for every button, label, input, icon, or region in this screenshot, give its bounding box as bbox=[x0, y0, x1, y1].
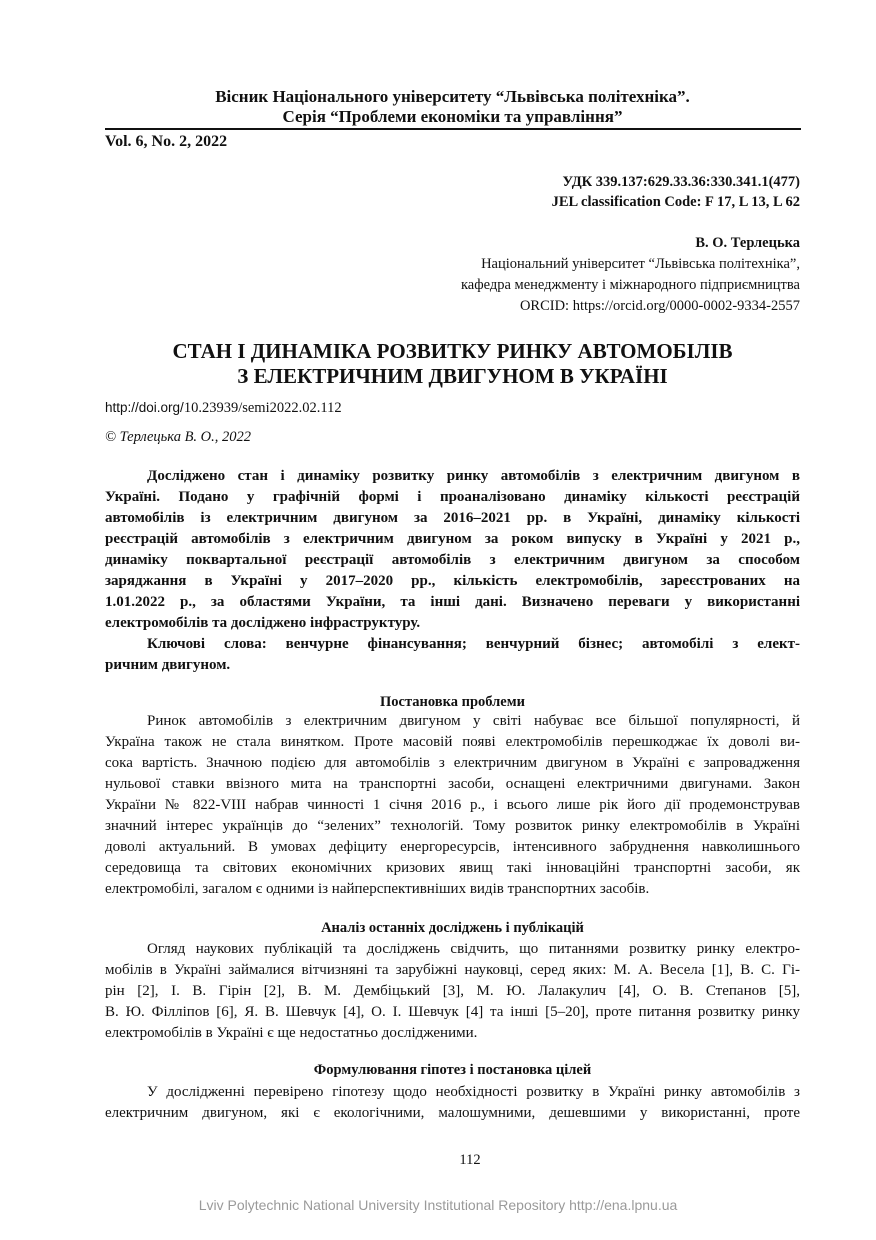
text-line: електричним двигуном, які є екологічними, малошумними, дешевшими у використанні, проте bbox=[105, 1105, 800, 1121]
jel-code: JEL classification Code: F 17, L 13, L 62 bbox=[551, 194, 800, 210]
text-line: Огляд наукових публікацій та досліджень свідчить, що питаннями розвитку ринку електро- bbox=[147, 941, 800, 957]
journal-title: Вісник Національного університету “Львівська політехніка”. bbox=[215, 87, 690, 106]
copyright: © Терлецька В. О., 2022 bbox=[105, 429, 252, 445]
journal-series: Серія “Проблеми економіки та управління” bbox=[282, 107, 623, 126]
text-line: мобілів в Україні займалися вітчизняні та зарубіжні науковці, серед яких: М. А. Весела [1], В. С. Гі- bbox=[105, 962, 800, 978]
text-line: 1.01.2022 р., за областями України, та інші дані. Визначено переваги у використанні bbox=[105, 594, 800, 610]
author-name: В. О. Терлецька bbox=[695, 235, 800, 251]
text-line: середовища та світових економічних кризових явищ такі інноваційні транспортні засоби, як bbox=[105, 860, 800, 876]
abstract bbox=[105, 466, 800, 634]
text-line: Ринок автомобілів з електричним двигуном у світі набуває все більшої популярності, й bbox=[147, 713, 800, 729]
doi-link[interactable] bbox=[105, 397, 342, 419]
text-line: електромобілів та досліджено інфраструктуру. bbox=[105, 615, 421, 631]
text-line: нульової ставки ввізного мита на транспортні засоби, оснащені електричними двигунами. Закон bbox=[105, 776, 800, 792]
text-line: динаміку поквартальної реєстрації автомобілів з електричним двигуном за способом bbox=[105, 552, 800, 568]
paper-title-line2: З ЕЛЕКТРИЧНИМ ДВИГУНОМ В УКРАЇНІ bbox=[237, 364, 668, 388]
keywords bbox=[105, 634, 800, 676]
volume-info: Vol. 6, No. 2, 2022 bbox=[105, 133, 228, 150]
repository-footer: Lviv Polytechnic National University Institutional Repository http://ena.lpnu.ua bbox=[198, 1197, 678, 1213]
section-heading: Формулювання гіпотез і постановка цілей bbox=[313, 1062, 592, 1078]
text-line: сока вартість. Значною подією для автомобілів з електричним двигуном в Україні є запровадження bbox=[105, 755, 800, 771]
section-body bbox=[105, 939, 800, 1044]
text-line: Ключові слова: венчурне фінансування; венчурний бізнес; автомобілі з елект- bbox=[147, 636, 800, 652]
text-line: Україна також не стала винятком. Проте масовій появі електромобілів перешкоджає їх доволі ви- bbox=[105, 734, 800, 750]
text-line: електромобілів в Україні є ще недостатньо дослідженими. bbox=[105, 1025, 478, 1041]
text-line: доволі актуальний. В умовах дефіциту енергоресурсів, інтенсивного забруднення навколишнього bbox=[105, 839, 800, 855]
header-rule bbox=[105, 128, 801, 130]
section-heading: Аналіз останніх досліджень і публікацій bbox=[321, 920, 584, 936]
affiliation-university: Національний університет “Львівська політехніка”, bbox=[481, 256, 800, 272]
paper-title-line1: СТАН І ДИНАМІКА РОЗВИТКУ РИНКУ АВТОМОБІЛІВ bbox=[172, 339, 733, 363]
page-number: 112 bbox=[459, 1152, 481, 1168]
text-line: ричним двигуном. bbox=[105, 657, 231, 673]
section-body bbox=[105, 1082, 800, 1124]
orcid-link[interactable]: ORCID: https://orcid.org/0000-0002-9334-2557 bbox=[519, 298, 800, 314]
text-line: Досліджено стан і динаміку розвитку ринку автомобілів з електричним двигуном в bbox=[147, 468, 800, 484]
text-line: електромобілі, загалом є одними із найперспективніших видів транспортних засобів. bbox=[105, 881, 650, 897]
text-line: рін [2], І. В. Гірін [2], В. М. Дембіцький [3], М. Ю. Лалакулич [4], О. В. Степанов [5], bbox=[105, 983, 800, 999]
text-line: У дослідженні перевірено гіпотезу щодо необхідності розвитку в Україні ринку автомобілів з bbox=[147, 1084, 800, 1100]
text-line: Україні. Подано у графічній формі і проаналізовано динаміку кількості реєстрацій bbox=[105, 489, 800, 505]
text-line: реєстрацій автомобілів з електричним двигуном за роком випуску в Україні у 2021 р., bbox=[105, 531, 800, 547]
text-line: В. Ю. Філліпов [6], Я. В. Шевчук [4], О. І. Шевчук [4] та інші [5–20], проте питання розвитку ринку bbox=[105, 1004, 800, 1020]
text-line: автомобілів із електричним двигуном за 2016–2021 рр. в Україні, динаміку кількості bbox=[105, 510, 800, 526]
section-body bbox=[105, 711, 800, 900]
doi-prefix: http://doi.org/ bbox=[105, 400, 184, 415]
text-line: України № 822-VIII набрав чинності 1 січня 2016 р., і всього лише рік його дії продемонстрував bbox=[105, 797, 800, 813]
affiliation-department: кафедра менеджменту і міжнародного підприємництва bbox=[460, 277, 800, 293]
section-heading: Постановка проблеми bbox=[380, 694, 525, 710]
doi-suffix: 10.23939/semi2022.02.112 bbox=[183, 400, 342, 416]
text-line: значний інтерес українців до “зелених” технологій. Тому розвиток ринку електромобілів в Україні bbox=[105, 818, 800, 834]
text-line: заряджання в Україні у 2017–2020 рр., кількість електромобілів, зареєстрованих на bbox=[105, 573, 800, 589]
udk-code: УДК 339.137:629.33.36:330.341.1(477) bbox=[562, 174, 800, 190]
